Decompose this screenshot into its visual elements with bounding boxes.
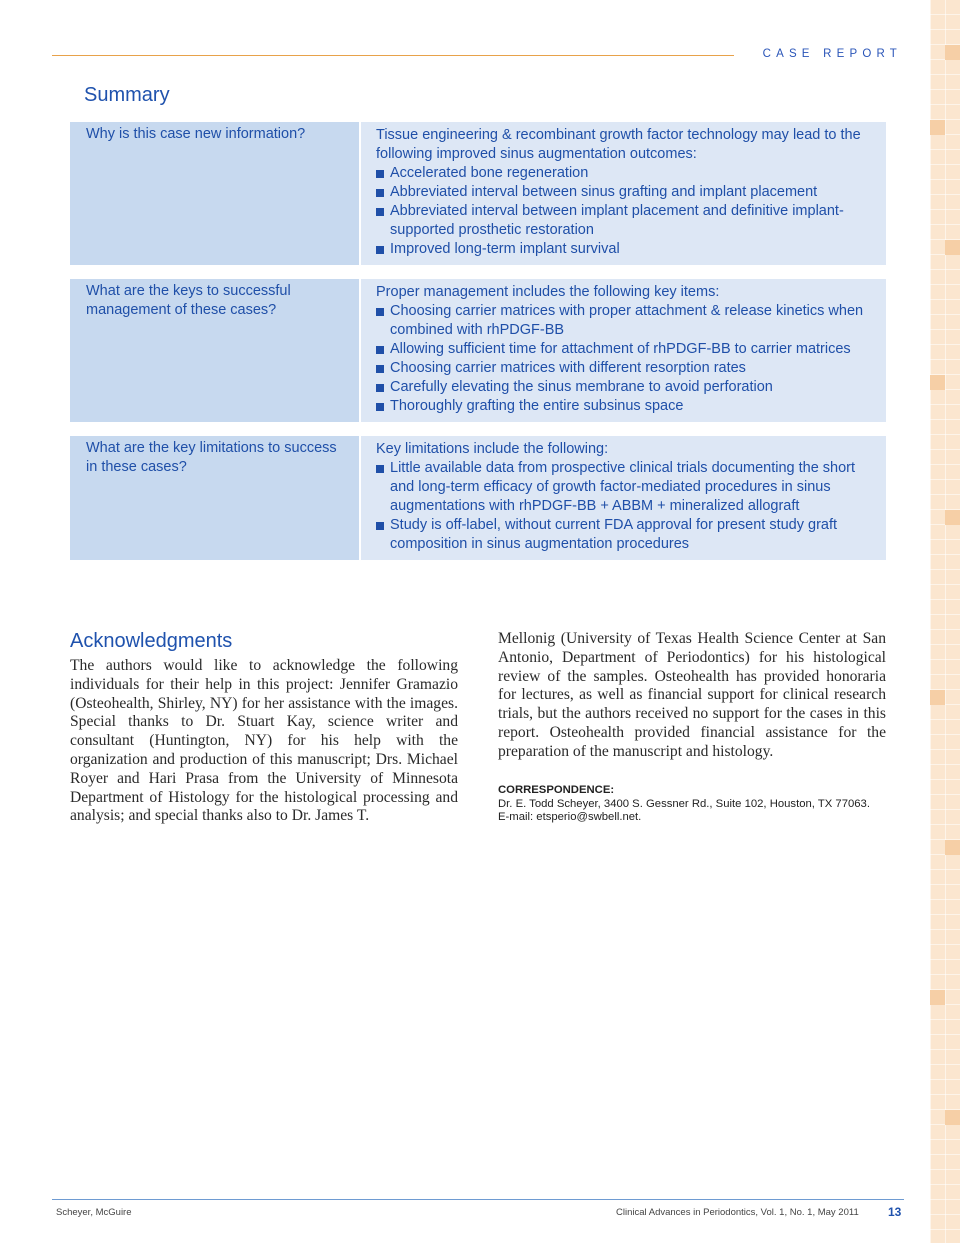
summary-answer <box>361 436 886 560</box>
summary-bullet: Abbreviated interval between sinus grafting and implant placement <box>376 183 872 202</box>
correspondence-address: Dr. E. Todd Scheyer, 3400 S. Gessner Rd., Suite 102, Houston, TX 77063. <box>498 797 870 810</box>
summary-answer-intro: Key limitations include the following: <box>376 441 609 457</box>
summary-row <box>70 279 886 422</box>
summary-bullet: Carefully elevating the sinus membrane to avoid perforation <box>376 378 872 397</box>
acknowledgments-title: Acknowledgments <box>70 630 233 652</box>
summary-bullet: Abbreviated interval between implant placement and definitive implant-supported prosthetic restoration <box>376 202 872 240</box>
summary-answer-intro: Proper management includes the following key items: <box>376 284 720 300</box>
page-number: 13 <box>888 1205 902 1219</box>
summary-question: Why is this case new information? <box>70 122 359 265</box>
summary-answer <box>361 279 886 422</box>
summary-bullet-list <box>376 302 872 416</box>
summary-title: Summary <box>84 84 170 106</box>
footer-journal-citation: Clinical Advances in Periodontics, Vol. 1, No. 1, May 2011 <box>616 1207 859 1218</box>
decorative-side-strip <box>930 0 960 1243</box>
summary-bullet: Improved long-term implant survival <box>376 240 872 259</box>
section-label: CASE REPORT <box>762 48 902 60</box>
summary-row <box>70 436 886 560</box>
summary-bullet: Little available data from prospective clinical trials documenting the short and long-term efficacy of growth factor-mediated procedures in sinus augmentations with rhPDGF-BB + ABBM + mineralized allograft <box>376 459 872 516</box>
summary-table <box>70 122 886 574</box>
summary-question: What are the keys to successful management of these cases? <box>70 279 359 422</box>
summary-bullet: Choosing carrier matrices with proper attachment & release kinetics when combined with rhPDGF-BB <box>376 302 872 340</box>
summary-bullet-list <box>376 459 872 554</box>
summary-bullet-list <box>376 164 872 259</box>
summary-bullet: Allowing sufficient time for attachment of rhPDGF-BB to carrier matrices <box>376 340 872 359</box>
summary-bullet: Study is off-label, without current FDA approval for present study graft composition in sinus augmentation procedures <box>376 516 872 554</box>
summary-bullet: Thoroughly grafting the entire subsinus space <box>376 397 872 416</box>
summary-answer-intro: Tissue engineering & recombinant growth factor technology may lead to the following improved sinus augmentation outcomes: <box>376 127 861 162</box>
correspondence-email: E-mail: etsperio@swbell.net. <box>498 811 642 823</box>
footer-rule <box>52 1199 904 1200</box>
acknowledgments-text-left: The authors would like to acknowledge the following individuals for their help in this project: Jennifer Gramazio (Osteohealth, Shirley, NY) for her assistance with the images. Special thanks to Dr. Stuart Kay, science writer and consultant (Huntington, NY) for his help with the organization and production of this manuscript; Drs. Michael Royer and Hari Prasa from the University of Minnesota Department of Histology for the histological processing and analysis; and special thanks also to Dr. James T. <box>70 657 458 825</box>
footer-authors: Scheyer, McGuire <box>56 1207 132 1218</box>
summary-row <box>70 122 886 265</box>
summary-bullet: Choosing carrier matrices with different resorption rates <box>376 359 872 378</box>
header-rule <box>52 55 734 56</box>
correspondence-block <box>498 784 898 825</box>
correspondence-label: CORRESPONDENCE: <box>498 784 615 796</box>
summary-question: What are the key limitations to success in these cases? <box>70 436 359 560</box>
summary-bullet: Accelerated bone regeneration <box>376 164 872 183</box>
acknowledgments-text-right: Mellonig (University of Texas Health Science Center at San Antonio, Department of Periodontics) for his histological review of the samples. Osteohealth has provided honoraria for lectures, as well as financial support for clinical research trials, but the authors received no support for the cases in this report. Osteohealth provided financial assistance for the preparation of the manuscript and histology. <box>498 630 886 760</box>
summary-answer <box>361 122 886 265</box>
